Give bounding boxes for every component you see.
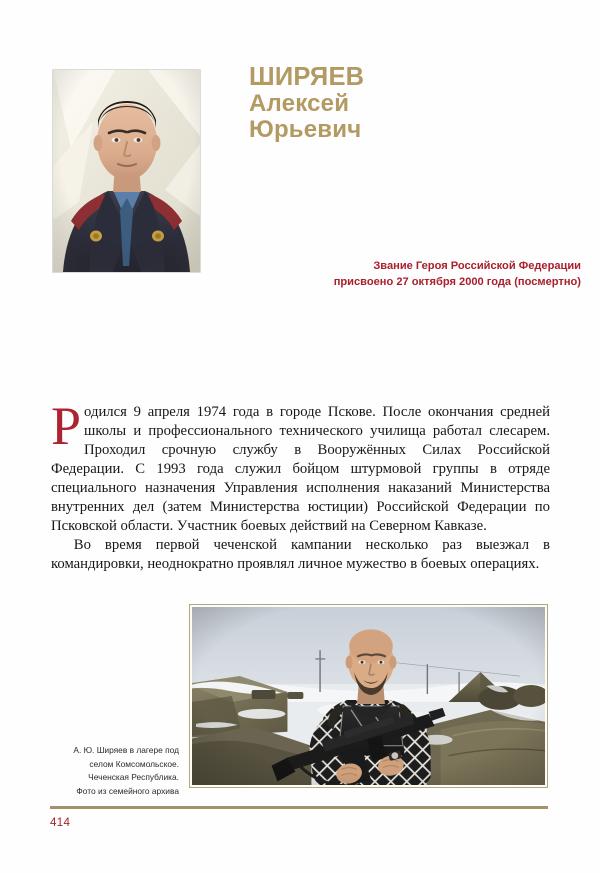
caption-line-3: Чеченская Республика. <box>88 772 179 783</box>
portrait-photo-graphic <box>53 70 200 272</box>
drop-cap: Р <box>51 396 82 456</box>
field-photo-inner <box>192 607 545 785</box>
photo-caption <box>46 744 179 798</box>
biography-body <box>51 396 550 574</box>
caption-line-4: Фото из семейного архива <box>76 785 179 796</box>
caption-line-2: селом Комсомольское. <box>89 758 179 769</box>
biography-paragraph-1-text: одился 9 апреля 1974 года в городе Пскове. После окончания средней школы и профессионального технического училища работал слесарем. Проходил срочную службу в Вооружённых Силах Российской Федерации. С 1993 года служил бойцом штурмовой группы в отряде специального назначения Управления исполнения наказаний Министерства внутренних дел (затем Министерства юстиции) Российской Федерации по Псковской области. Участник боевых действий на Северном Кавказе. <box>51 404 550 535</box>
page-number: 414 <box>50 816 71 829</box>
award-line-1: Звание Героя Российской Федерации <box>373 260 581 272</box>
field-photo-graphic <box>192 607 545 785</box>
title-patronymic: Юрьевич <box>249 115 362 143</box>
page-title <box>249 64 579 143</box>
award-statement <box>249 258 581 291</box>
field-photo <box>189 604 548 788</box>
portrait-photo <box>53 70 200 272</box>
title-first-name: Алексей <box>249 90 350 118</box>
biography-paragraph-2: Во время первой чеченской кампании несколько раз выезжал в командировки, неоднократно проявлял личное мужество в боевых операциях. <box>51 537 550 573</box>
biography-paragraph-1 <box>51 396 550 536</box>
award-line-2: присвоено 27 октября 2000 года (посмертно) <box>333 276 581 289</box>
title-surname: ШИРЯЕВ <box>249 63 365 91</box>
caption-line-1: А. Ю. Ширяев в лагере под <box>73 745 179 755</box>
footer-rule <box>50 806 548 809</box>
